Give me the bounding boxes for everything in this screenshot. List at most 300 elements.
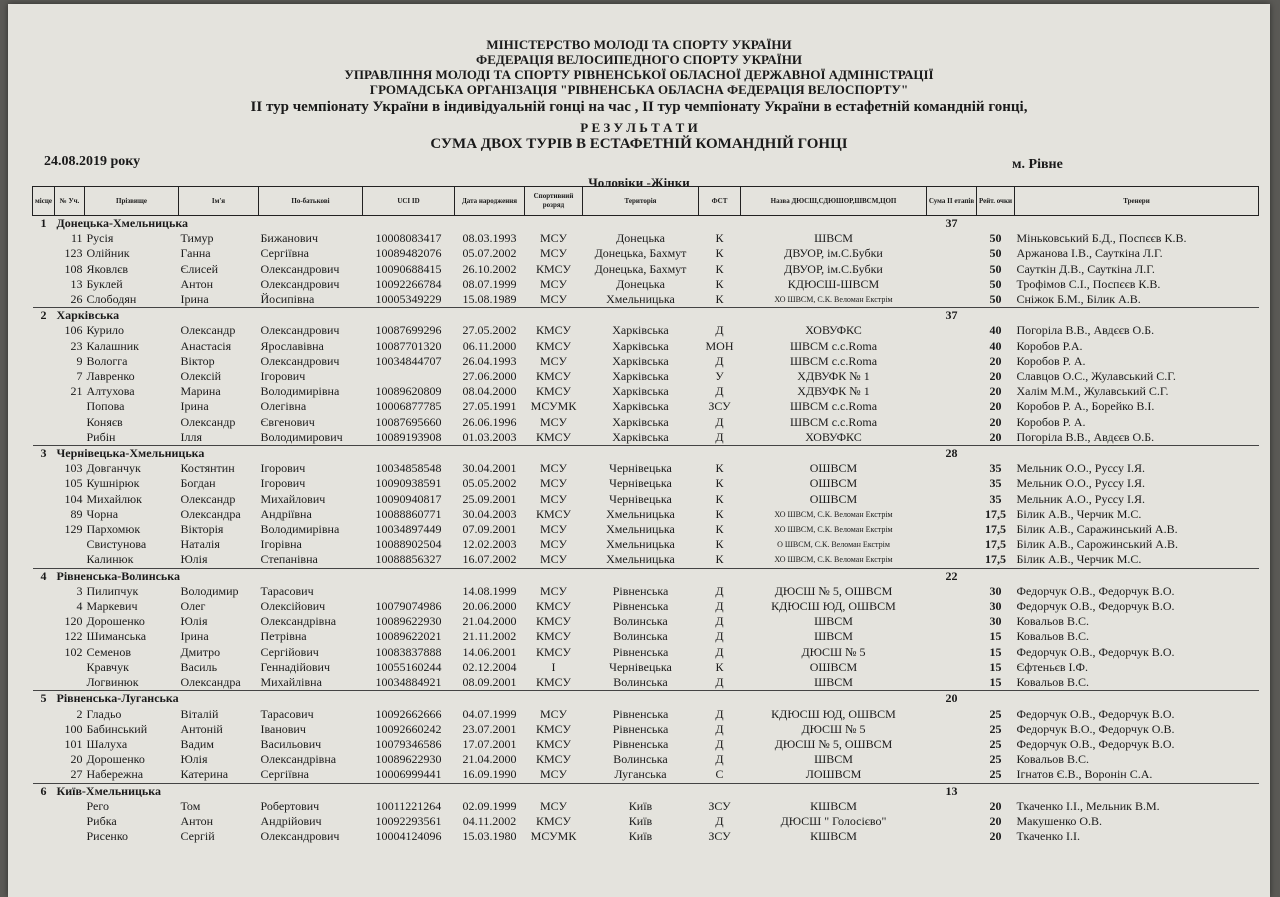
points-cell: 25 (989, 736, 1002, 751)
first-name-cell: Ірина (180, 399, 209, 414)
sum-cell (927, 231, 977, 246)
place-cell (33, 246, 55, 261)
school-cell: КШВСМ (810, 829, 857, 844)
dob-cell: 14.08.1999 (462, 583, 517, 598)
surname-cell: Слободян (86, 292, 137, 307)
fst-cell: МОН (705, 338, 734, 353)
school-cell: КДЮСШ-ШВСМ (787, 276, 880, 291)
school-cell: ДЮСШ № 5 (801, 721, 866, 736)
rank-cell: КМСУ (535, 813, 571, 828)
fst-cell: Д (715, 721, 724, 736)
table-row (33, 461, 1259, 476)
uci-id-cell: 10034897449 (375, 522, 442, 537)
points-cell: 30 (989, 614, 1002, 629)
bib-number-cell (55, 552, 85, 568)
points-cell: 20 (989, 384, 1002, 399)
dob-cell: 30.04.2003 (462, 506, 517, 521)
table-row (33, 507, 1259, 522)
patronymic-cell: Петрівна (260, 629, 307, 644)
first-name-cell: Олексій (180, 369, 222, 384)
territory-cell: Рівненська (612, 736, 669, 751)
first-name-cell: Віталій (180, 706, 219, 721)
bib-number-cell (55, 814, 85, 829)
rank-cell: МСУ (539, 537, 567, 552)
territory-cell: Харківська (612, 429, 669, 444)
surname-cell: Буклей (86, 276, 123, 291)
first-name-cell: Наталія (180, 537, 220, 552)
coaches-cell: Ковальов В.С. (1016, 675, 1089, 690)
results-heading: Р Е З У Л Ь Т А Т И (580, 120, 698, 135)
place-cell (33, 292, 55, 308)
bib-number-cell: 27 (70, 767, 83, 782)
sum-cell (927, 292, 977, 308)
place-cell (33, 399, 55, 414)
table-row (33, 552, 1259, 568)
col-header-territory: Територія (583, 187, 699, 216)
patronymic-cell: Олександрович (260, 829, 340, 844)
uci-id-cell: 10087699296 (375, 323, 442, 338)
team-row (33, 446, 1259, 462)
points-cell: 35 (989, 476, 1002, 491)
points-cell: 17,5 (985, 506, 1006, 521)
coaches-cell: Ковальов В.С. (1016, 614, 1089, 629)
sum-cell (927, 752, 977, 767)
place-cell (33, 339, 55, 354)
table-row (33, 629, 1259, 644)
team-name-cell: Донецька-Хмельницька (56, 216, 189, 230)
place-cell (33, 829, 55, 844)
first-name-cell: Юлія (180, 614, 208, 629)
fst-cell: Д (715, 629, 724, 644)
bib-number-cell: 21 (70, 384, 83, 399)
coaches-cell: Сніжок Б.М., Білик А.В. (1016, 292, 1141, 307)
first-name-cell: Юлія (180, 752, 208, 767)
rank-cell: МСУ (539, 767, 567, 782)
table-row (33, 584, 1259, 599)
territory-cell: Харківська (612, 338, 669, 353)
dob-cell: 23.07.2001 (462, 721, 517, 736)
territory-cell: Рівненська (612, 721, 669, 736)
territory-cell: Харківська (612, 369, 669, 384)
territory-cell: Харківська (612, 399, 669, 414)
col-header-coaches: Тренери (1015, 187, 1259, 216)
coaches-cell: Білик А.В., Черчик М.С. (1016, 552, 1142, 567)
sum-cell (927, 430, 977, 446)
fst-cell: Д (715, 384, 724, 399)
patronymic-cell: Бижанович (260, 231, 318, 246)
table-row (33, 614, 1259, 629)
team-empty-cell (977, 783, 1259, 799)
coaches-cell: Федорчук О.В., Федорчук В.О. (1016, 583, 1175, 598)
first-name-cell: Вікторія (180, 522, 224, 537)
rank-cell: МСУ (539, 706, 567, 721)
coaches-cell: Федорчук О.В., Федорчук В.О. (1016, 706, 1175, 721)
dob-cell: 07.09.2001 (462, 522, 517, 537)
bib-number-cell (55, 660, 85, 675)
points-cell: 17,5 (985, 537, 1006, 552)
patronymic-cell: Андрійович (260, 813, 322, 828)
team-name-cell: Київ-Хмельницька (56, 783, 161, 798)
points-cell: 15 (989, 675, 1002, 690)
fst-cell: Д (715, 675, 724, 690)
rank-cell: МСУ (539, 461, 567, 476)
territory-cell: Рівненська (612, 706, 669, 721)
school-cell: ШВСМ (814, 629, 853, 644)
sum-cell (927, 476, 977, 491)
dob-cell: 26.10.2002 (462, 261, 517, 276)
coaches-cell: Білик А.В., Сарожинський А.В. (1016, 537, 1178, 552)
team-row (33, 568, 1259, 584)
first-name-cell: Богдан (180, 476, 216, 491)
points-cell: 20 (989, 353, 1002, 368)
coaches-cell: Ткаченко І.І., Мельник В.М. (1016, 798, 1160, 813)
coaches-cell: Коробов Р. А. (1016, 353, 1086, 368)
col-header-sum: Сума ІІ етапів (927, 187, 977, 216)
patronymic-cell: Михайлович (260, 491, 326, 506)
points-cell: 50 (989, 261, 1002, 276)
table-row (33, 767, 1259, 783)
place-cell (33, 722, 55, 737)
team-sum-cell: 13 (945, 783, 958, 798)
territory-cell: Харківська (612, 353, 669, 368)
sum-cell (927, 415, 977, 430)
uci-id-cell: 10006877785 (375, 399, 442, 414)
coaches-cell: Федорчук В.О., Федорчук О.В. (1016, 721, 1175, 736)
dob-cell: 21.11.2002 (462, 629, 517, 644)
table-row (33, 814, 1259, 829)
points-cell: 20 (989, 829, 1002, 844)
rank-cell: КМСУ (535, 384, 571, 399)
first-name-cell: Юлія (180, 552, 208, 567)
surname-cell: Довганчук (86, 461, 141, 476)
col-header-points: Рейт. очки (977, 187, 1015, 216)
fst-cell: К (715, 276, 724, 291)
sum-cell (927, 492, 977, 507)
uci-id-cell: 10089482076 (375, 246, 442, 261)
school-cell: ХО ШВСМ, С.К. Веломан Екстрім (774, 295, 893, 305)
school-cell: О ШВСМ, С.К. Веломан Екстрім (777, 540, 890, 550)
dob-cell: 16.09.1990 (462, 767, 517, 782)
uci-id-cell: 10089620809 (375, 384, 442, 399)
dob-cell: 02.09.1999 (462, 798, 517, 813)
first-name-cell: Тимур (180, 231, 214, 246)
coaches-cell: Погорiла В.В., Авдєєв О.Б. (1016, 429, 1155, 444)
table-row (33, 384, 1259, 399)
sum-cell (927, 707, 977, 722)
competition-city: м. Рівне (1012, 157, 1063, 172)
school-cell: ХО ШВСМ, С.К. Веломан Екстрім (774, 555, 893, 565)
table-row (33, 354, 1259, 369)
territory-cell: Донецька (616, 231, 665, 246)
table-row (33, 476, 1259, 491)
team-place-cell: 4 (40, 568, 47, 583)
patronymic-cell: Олександрівна (260, 614, 337, 629)
place-cell (33, 231, 55, 246)
bib-number-cell: 106 (64, 323, 83, 338)
col-header-patronymic: По-батькові (259, 187, 363, 216)
organization-header: ГРОМАДСЬКА ОРГАНІЗАЦІЯ "РІВНЕНСЬКА ОБЛАСНА ФЕДЕРАЦІЯ ВЕЛОСПОРТУ" (369, 82, 909, 97)
bib-number-cell (55, 537, 85, 552)
school-cell: ОШВСМ (809, 659, 858, 674)
table-row (33, 829, 1259, 844)
patronymic-cell: Олександрович (260, 353, 340, 368)
col-header-number: № Уч. (55, 187, 85, 216)
competition-date: 24.08.2019 року (44, 154, 141, 169)
school-cell: КШВСМ (810, 798, 857, 813)
table-row (33, 645, 1259, 660)
school-cell: ХОВУФКС (805, 323, 862, 338)
school-cell: ШВСМ (814, 614, 853, 629)
patronymic-cell: Іванович (260, 721, 306, 736)
dob-cell: 17.07.2001 (462, 736, 517, 751)
team-empty-cell (977, 308, 1259, 324)
dob-cell: 05.07.2002 (462, 246, 517, 261)
uci-id-cell: 10089193908 (375, 429, 442, 444)
fst-cell: Д (715, 583, 724, 598)
patronymic-cell: Олександрович (260, 261, 340, 276)
fst-cell: Д (715, 323, 724, 338)
bib-number-cell: 7 (76, 369, 83, 384)
rank-cell: КМСУ (535, 614, 571, 629)
bib-number-cell: 108 (64, 261, 83, 276)
points-cell: 20 (989, 369, 1002, 384)
uci-id-cell: 10090688415 (375, 261, 442, 276)
rank-cell: КМСУ (535, 736, 571, 751)
uci-id-cell: 10090938591 (375, 476, 442, 491)
first-name-cell: Костянтин (180, 461, 235, 476)
first-name-cell: Дмитро (180, 644, 221, 659)
sum-cell (927, 384, 977, 399)
first-name-cell: Антон (180, 276, 214, 291)
place-cell (33, 660, 55, 675)
territory-cell: Хмельницька (606, 537, 675, 552)
bib-number-cell: 129 (64, 522, 83, 537)
sum-cell (927, 522, 977, 537)
first-name-cell: Олександр (180, 323, 236, 338)
surname-cell: Дорошенко (86, 752, 145, 767)
uci-id-cell: 10092293561 (375, 813, 442, 828)
fst-cell: К (715, 552, 724, 567)
patronymic-cell: Олександрівна (260, 752, 337, 767)
school-cell: ХДВУФК № 1 (797, 369, 870, 384)
territory-cell: Чернівецька (609, 461, 672, 476)
bib-number-cell: 104 (64, 491, 83, 506)
surname-cell: Рибка (86, 813, 117, 828)
fst-cell: Д (715, 599, 724, 614)
patronymic-cell: Олександрович (260, 276, 340, 291)
uci-id-cell: 10092660242 (375, 721, 442, 736)
school-cell: ШВСМ (814, 675, 853, 690)
place-cell (33, 522, 55, 537)
school-cell: ОШВСМ (809, 461, 858, 476)
dob-cell: 25.09.2001 (462, 491, 517, 506)
place-cell (33, 752, 55, 767)
coaches-cell: Славцов О.С., Жулавський С.Г. (1016, 369, 1176, 384)
sum-cell (927, 339, 977, 354)
first-name-cell: Антоній (180, 721, 223, 736)
points-cell: 25 (989, 767, 1002, 782)
surname-cell: Пилипчук (86, 583, 139, 598)
table-row (33, 415, 1259, 430)
team-place-cell: 1 (40, 216, 47, 230)
points-cell: 50 (989, 276, 1002, 291)
territory-cell: Волинська (613, 629, 668, 644)
territory-cell: Волинська (613, 614, 668, 629)
table-row (33, 339, 1259, 354)
uci-id-cell: 10034884921 (375, 675, 442, 690)
fst-cell: К (715, 231, 724, 246)
team-row (33, 308, 1259, 324)
territory-cell: Київ (628, 798, 653, 813)
fst-cell: К (715, 476, 724, 491)
sum-cell (927, 599, 977, 614)
place-cell (33, 537, 55, 552)
rank-cell: КМСУ (535, 675, 571, 690)
bib-number-cell: 122 (64, 629, 83, 644)
fst-cell: К (715, 246, 724, 261)
uci-id-cell: 10006999441 (375, 767, 442, 782)
dob-cell: 21.04.2000 (462, 752, 517, 767)
sum-cell (927, 246, 977, 261)
fst-cell: К (715, 461, 724, 476)
dob-cell: 26.06.1996 (462, 414, 517, 429)
rank-cell: МСУ (539, 276, 567, 291)
first-name-cell: Ірина (180, 629, 209, 644)
sum-cell (927, 645, 977, 660)
surname-cell: Рего (86, 798, 109, 813)
rank-cell: МСУ (539, 476, 567, 491)
table-row (33, 277, 1259, 292)
uci-id-cell: 10055160244 (375, 659, 442, 674)
results-sheet (8, 4, 1270, 897)
place-cell (33, 599, 55, 614)
surname-cell: Чорна (86, 506, 119, 521)
territory-cell: Харківська (612, 323, 669, 338)
fst-cell: У (715, 369, 724, 384)
place-cell (33, 323, 55, 338)
dob-cell: 16.07.2002 (462, 552, 517, 567)
team-empty-cell (977, 568, 1259, 584)
coaches-cell: Білик А.В., Саражинський А.В. (1016, 522, 1178, 537)
dob-cell: 04.07.1999 (462, 706, 517, 721)
rank-cell: КМСУ (535, 338, 571, 353)
col-header-dob: Дата народження (455, 187, 525, 216)
rank-cell: КМСУ (535, 644, 571, 659)
results-subtitle: СУМА ДВОХ ТУРІВ В ЕСТАФЕТНІЙ КОМАНДНІЙ ГОНЦІ (430, 136, 848, 152)
patronymic-cell: Ігорович (260, 461, 306, 476)
dob-cell: 04.11.2002 (462, 813, 517, 828)
first-name-cell: Олександр (180, 491, 236, 506)
fst-cell: Д (715, 736, 724, 751)
bib-number-cell: 20 (70, 752, 83, 767)
points-cell: 50 (989, 231, 1002, 246)
team-place-cell: 3 (40, 446, 47, 461)
coaches-cell: Білик А.В., Черчик М.С. (1016, 506, 1142, 521)
rank-cell: КМСУ (535, 369, 571, 384)
dob-cell: 06.11.2000 (462, 338, 517, 353)
patronymic-cell: Йосипівна (260, 292, 315, 307)
bib-number-cell: 89 (70, 506, 83, 521)
first-name-cell: Ірина (180, 292, 209, 307)
sum-cell (927, 461, 977, 476)
table-row (33, 323, 1259, 338)
uci-id-cell: 10034858548 (375, 461, 442, 476)
patronymic-cell: Володимирівна (260, 384, 340, 399)
bib-number-cell: 123 (64, 246, 83, 261)
patronymic-cell: Тарасович (260, 583, 314, 598)
fst-cell: Д (715, 353, 724, 368)
patronymic-cell: Андріївна (260, 506, 312, 521)
coaches-cell: Коробов Р. А., Борейко В.І. (1016, 399, 1155, 414)
dob-cell: 26.04.1993 (462, 353, 517, 368)
patronymic-cell: Володимирович (260, 429, 343, 444)
uci-id-cell (363, 584, 455, 599)
col-header-place: місце (33, 187, 55, 216)
points-cell: 17,5 (985, 522, 1006, 537)
rank-cell: МСУ (539, 292, 567, 307)
first-name-cell: Василь (180, 659, 218, 674)
surname-cell: Дорошенко (86, 614, 145, 629)
surname-cell: Кравчук (86, 659, 129, 674)
coaches-cell: Коробов Р. А. (1016, 414, 1086, 429)
coaches-cell: Мельник О.О., Руссу І.Я. (1016, 476, 1145, 491)
school-cell: ДЮСШ № 5, ОШВСМ (774, 583, 893, 598)
team-name-cell: Харківська (56, 308, 120, 323)
points-cell: 25 (989, 752, 1002, 767)
table-row (33, 799, 1259, 814)
rank-cell: КМСУ (535, 323, 571, 338)
rank-cell: МСУ (539, 552, 567, 567)
uci-id-cell: 10088860771 (375, 506, 442, 521)
place-cell (33, 614, 55, 629)
place-cell (33, 277, 55, 292)
dob-cell: 27.06.2000 (462, 369, 517, 384)
rank-cell: КМСУ (535, 506, 571, 521)
first-name-cell: Вадим (180, 736, 214, 751)
surname-cell: Бабинський (86, 721, 148, 736)
territory-cell: Волинська (613, 752, 668, 767)
surname-cell: Михайлюк (86, 491, 142, 506)
team-empty-cell (977, 446, 1259, 462)
bib-number-cell: 26 (70, 292, 83, 307)
school-cell: ХДВУФК № 1 (797, 384, 870, 399)
points-cell: 20 (989, 414, 1002, 429)
territory-cell: Рівненська (612, 644, 669, 659)
surname-cell: Рисенко (86, 829, 129, 844)
first-name-cell: Віктор (180, 353, 215, 368)
sum-cell (927, 737, 977, 752)
coaches-cell: Ткаченко І.І. (1016, 829, 1081, 844)
team-sum-cell: 37 (945, 216, 958, 230)
patronymic-cell: Євгенович (260, 414, 315, 429)
sum-cell (927, 660, 977, 675)
rank-cell: І (551, 659, 556, 674)
coaches-cell: Макушенко О.В. (1016, 813, 1103, 828)
points-cell: 20 (989, 429, 1002, 444)
team-place-cell: 6 (40, 783, 47, 798)
patronymic-cell: Сергіївна (260, 246, 309, 261)
ministry-header: МІНІСТЕРСТВО МОЛОДІ ТА СПОРТУ УКРАЇНИ (486, 37, 792, 52)
school-cell: ШВСМ с.с.Roma (789, 353, 878, 368)
sum-cell (927, 354, 977, 369)
bib-number-cell (55, 675, 85, 691)
territory-cell: Луганська (614, 767, 667, 782)
coaches-cell: Міньковський Б.Д., Поспєєв К.В. (1016, 231, 1187, 246)
coaches-cell: Халiм М.М., Жулавський С.Г. (1016, 384, 1169, 399)
coaches-cell: Ігнатов Є.В., Воронін С.А. (1016, 767, 1153, 782)
school-cell: КДЮСШ ЮД, ОШВСМ (771, 599, 896, 614)
uci-id-cell: 10088902504 (375, 537, 442, 552)
